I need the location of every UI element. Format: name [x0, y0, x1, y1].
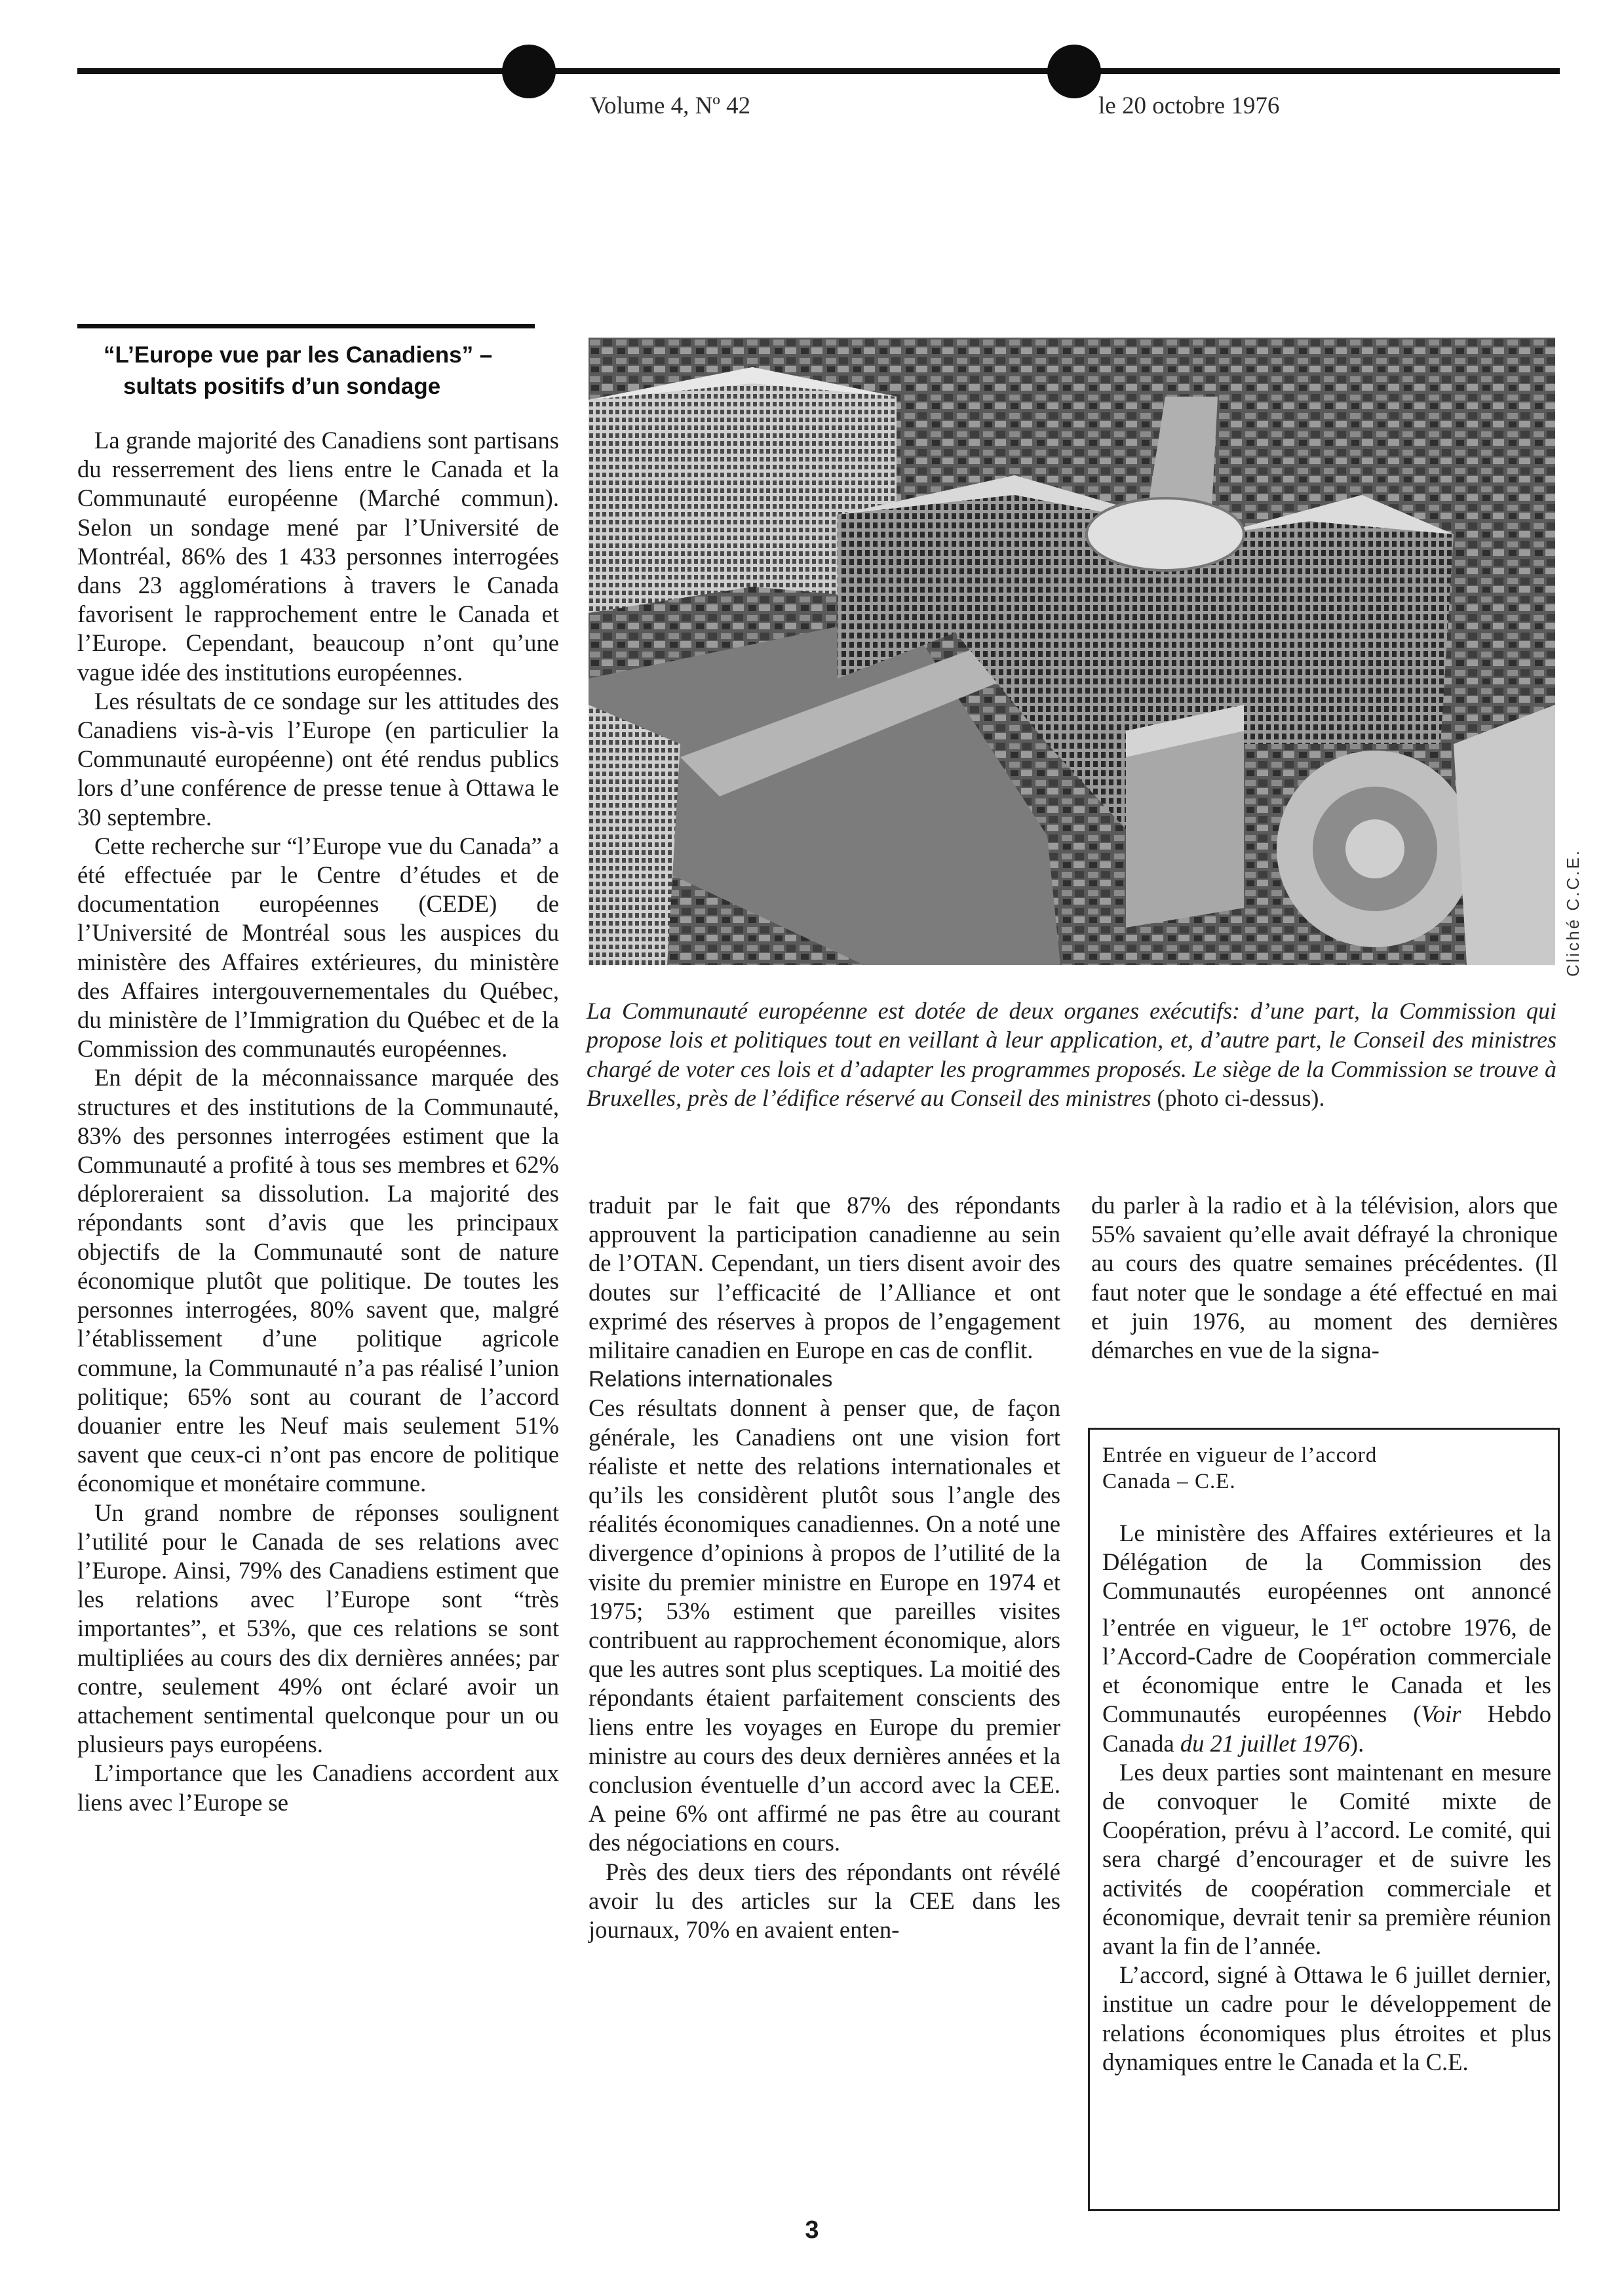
paragraph: Un grand nombre de réponses soulignent l’utilité pour le Canada de ses relations avec l’Europe. Ainsi, 79% des Canadiens estiment que les relations avec l’Europe sont “très importantes”, et 53%, que ces relations se sont multipliées au cours des dix dernières années; par contre, seulement 49% ont éclaré avoir un attachement sentimental quelconque pour un ou plusieurs pays européens. [77, 1499, 559, 1758]
box-paragraph: L’accord, signé à Ottawa le 6 juillet dernier, institue un cadre pour le développement de relations économiques plus étroites et plus dynamiques entre le Canada et la C.E. [1102, 1961, 1551, 2075]
box-p1-d: ). [1349, 1729, 1364, 1757]
box-p1-voir: Voir [1421, 1700, 1461, 1728]
sidebar-box-body [1102, 1519, 1551, 2077]
box-paragraph [1102, 1519, 1551, 1758]
box-paragraph: Les deux parties sont maintenant en mesure de convoquer le Comité mixte de Coopération, prévu à l’accord. Le comité, qui sera chargé d’encourager et de suivre les activités de coopération commerciale et économique, devrait tenir sa première réunion avant la fin de l’année. [1102, 1758, 1551, 1960]
box-p1-b: octobre 1976, de l’Accord-Cadre de Coopération commerciale et économique entre le Canada et les Communautés européennes ( [1102, 1613, 1551, 1728]
caption-italic-text: La Communauté européenne est dotée de deux organes exécutifs: d’une part, la Commission qui propose lois et politiques tout en veillant à leur application, et, d’autre part, le Conseil des ministres chargé de voter ces lois et d’adapter les programmes proposés. Le siège de la Commission se trouve à Bruxelles, près de l’édifice réservé au Conseil des ministres [587, 998, 1556, 1112]
paragraph: La grande majorité des Canadiens sont partisans du resserrement des liens entre le Canada et la Communauté européenne (Marché commun). Selon un sondage mené par l’Université de Montréal, 86% des 1 433 personnes interrogées dans 23 agglomérations à travers le Canada favorisent le rapprochement entre le Canada et l’Europe. Cependant, beaucoup n’ont qu’une vague idée des institutions européennes. [77, 427, 559, 686]
photo-credit: Cliché C.C.E. [1563, 848, 1583, 977]
issue-volume: Volume 4, Nº 42 [590, 92, 751, 119]
box-title-line-1: Entrée en vigueur de l’accord [1102, 1443, 1378, 1467]
article-headline [77, 340, 549, 402]
article-column-1 [77, 426, 559, 1817]
issue-date: le 20 octobre 1976 [1098, 92, 1280, 119]
box-p1-a: Le ministère des Affaires extérieures et la Délégation de la Commission des Communautés européennes ont annoncé l’entrée en vigueur, le 1 [1102, 1520, 1551, 1641]
masthead-dot-right [1047, 45, 1101, 98]
paragraph: Près des deux tiers des répondants ont révélé avoir lu des articles sur la CEE dans les journaux, 70% en avaient enten- [589, 1858, 1060, 1944]
article-column-3 [1091, 1191, 1558, 1365]
paragraph: traduit par le fait que 87% des répondants approuvent la participation canadienne au sein de l’OTAN. Cependant, un tiers disent avoir des doutes sur l’efficacité de l’Alliance et ont exprimé des réserves à propos de l’engagement militaire canadien en Europe en cas de conflit. [589, 1192, 1060, 1364]
paragraph: Ces résultats donnent à penser que, de façon générale, les Canadiens ont une vision fort réaliste et nette des relations internationales et qu’ils les considèrent plutôt sous l’angle des réalités économiques canadiennes. On a noté une divergence d’opinions à propos de l’utilité de la visite du premier ministre en Europe en 1974 et 1975; 53% estiment que pareilles visites contribuent au rapprochement économique, alors que les autres sont plus sceptiques. La moitié des répondants étaient parfaitement conscients des liens entre les voyages en Europe du premier ministre au cours des deux dernières années et la conclusion éventuelle d’un accord avec la CEE. A peine 6% ont affirmé ne pas être au courant des négociations en cours. [589, 1394, 1060, 1856]
paragraph: L’importance que les Canadiens accordent aux liens avec l’Europe se [77, 1759, 559, 1816]
photo-berlaymont-building [589, 338, 1555, 965]
paragraph: En dépit de la méconnaissance marquée des structures et des institutions de la Communauté, 83% des personnes interrogées estiment que la Communauté a profité à tous ses membres et 62% déploreraient sa dissolution. La majorité des répondants sont d’avis que les principaux objectifs de la Communauté sont de nature économique plutôt que politique. De toutes les personnes interrogées, 80% savent que, malgré l’établissement d’une politique agricole commune, la Communauté n’a pas réalisé l’union politique; 65% sont au courant de l’accord douanier entre les Neuf mais seulement 51% savent que ceux-ci n’ont pas encore de politique économique et monétaire commune. [77, 1064, 559, 1497]
paragraph: du parler à la radio et à la télévision, alors que 55% savaient qu’elle avait défrayé la chronique au cours des quatre semaines précédentes. (Il faut noter que le sondage a été effectué en mai et juin 1976, au moment des dernières démarches en vue de la signa- [1091, 1192, 1558, 1364]
box-p1-date: du 21 juillet 1976 [1180, 1729, 1350, 1757]
caption-plain-text: (photo ci-dessus). [1151, 1085, 1325, 1112]
article-column-2 [589, 1191, 1060, 1944]
headline-line-2: sultats positifs d’un sondage [123, 374, 441, 399]
section-heading: Relations internationales [589, 1367, 833, 1392]
photo-illustration [589, 338, 1555, 965]
photo-caption [587, 996, 1556, 1113]
headline-line-1: “L’Europe vue par les Canadiens” – [104, 342, 493, 368]
page-number: 3 [805, 2216, 819, 2244]
paragraph: Les résultats de ce sondage sur les attitudes des Canadiens vis-à-vis l’Europe (en particulier la Communauté européenne) ont été rendus publics lors d’une conférence de presse tenue à Ottawa le 30 septembre. [77, 687, 559, 831]
box-p1-c: Hebdo Canada [1102, 1700, 1551, 1757]
headline-rule [77, 324, 535, 328]
box-title-line-2: Canada – C.E. [1102, 1470, 1236, 1493]
sidebar-box-title [1102, 1442, 1548, 1495]
masthead-rule [77, 68, 1560, 74]
paragraph: Cette recherche sur “l’Europe vue du Canada” a été effectuée par le Centre d’études et de documentation européennes (CEDE) de l’Université de Montréal sous les auspices du ministère des Affaires extérieures, du ministère des Affaires intergouvernementales du Québec, du ministère de l’Immigration du Québec et de la Commission des communautés européennes. [77, 832, 559, 1063]
masthead-dot-left [502, 45, 556, 98]
box-p1-sup: er [1352, 1609, 1368, 1632]
